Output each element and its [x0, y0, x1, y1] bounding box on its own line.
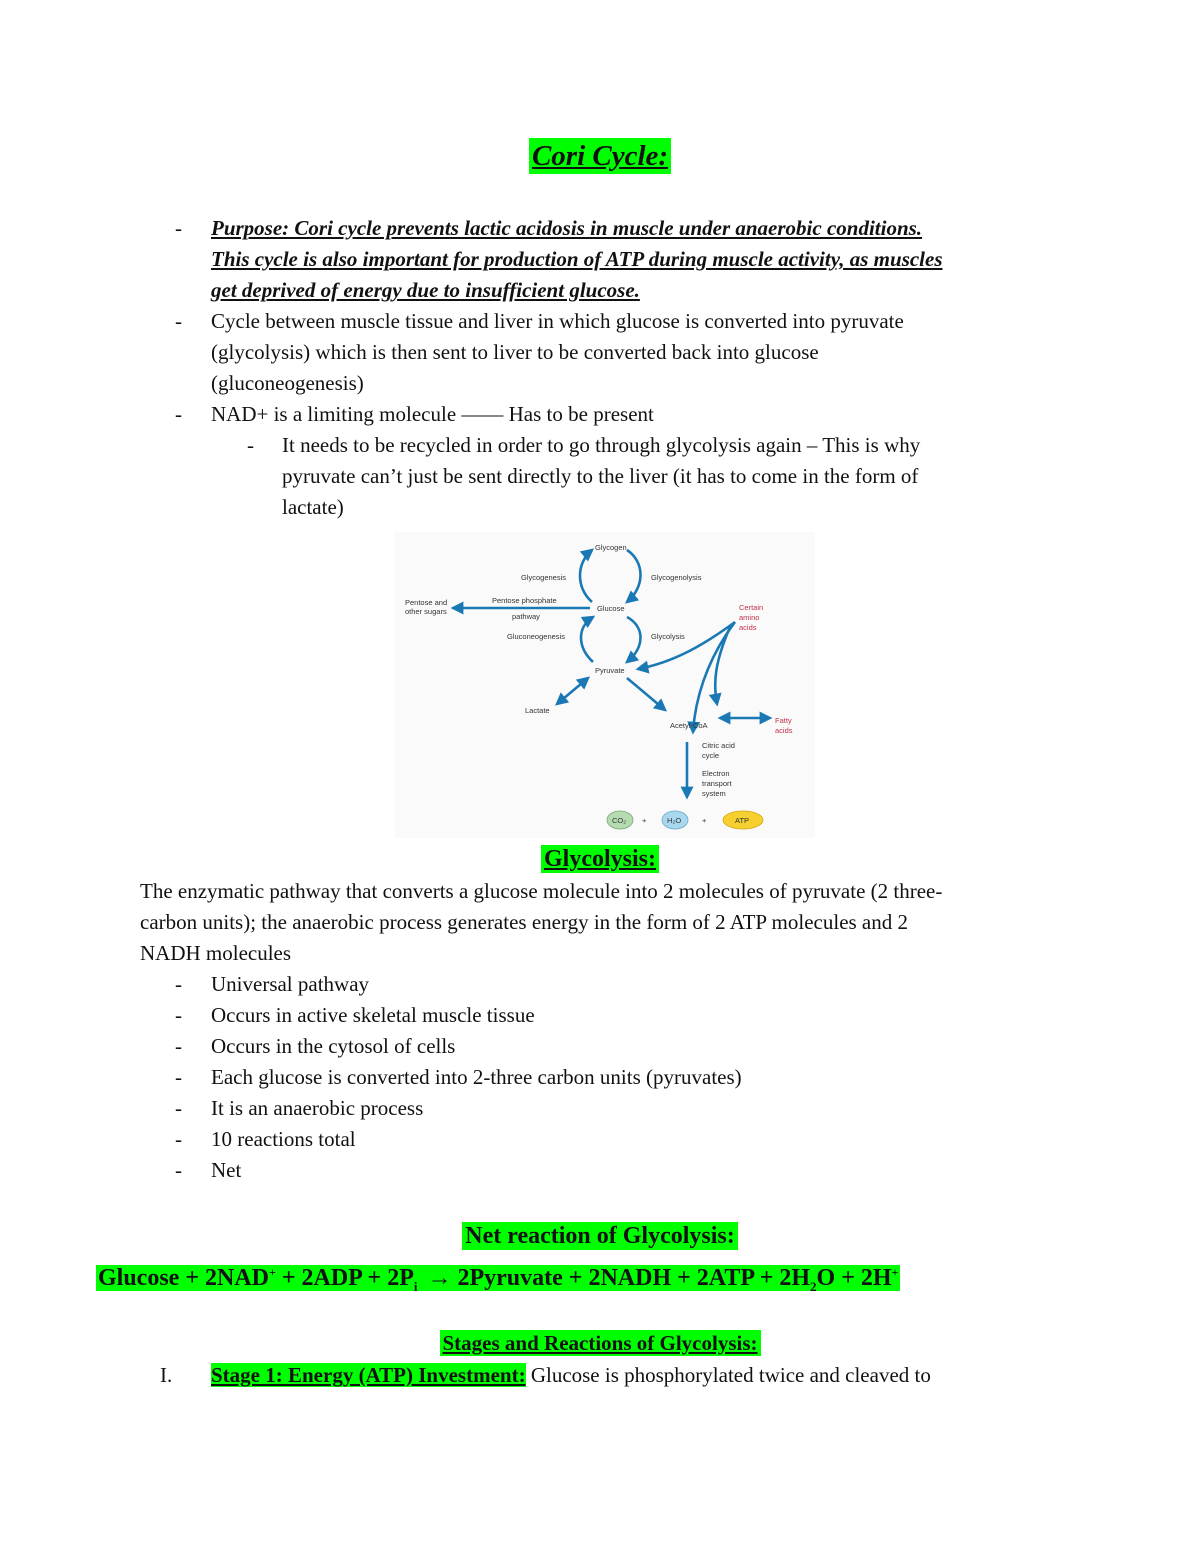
- bullet-dash: -: [175, 402, 182, 426]
- gluconeogenesis-arrow: [581, 617, 593, 662]
- glycolysis-bullet: Universal pathway: [211, 972, 370, 996]
- equation-left-side: [96, 1265, 419, 1294]
- glycolysis-heading-text: Glycolysis:: [541, 845, 659, 873]
- label-amino-1: Certain: [739, 603, 764, 612]
- label-pyruvate: Pyruvate: [595, 666, 625, 675]
- eq-sub-i: i: [413, 1278, 418, 1294]
- bullet-dash: -: [175, 1003, 182, 1027]
- label-h2o: H₂O: [667, 816, 682, 825]
- stage-1-line: [211, 1360, 931, 1391]
- bullet-dash: -: [175, 972, 182, 996]
- stage-numeral: I.: [160, 1363, 173, 1387]
- label-citric-1: Citric acid: [702, 741, 735, 750]
- bullet-dash: -: [175, 1034, 182, 1058]
- amino-to-citric-arrow: [693, 622, 735, 732]
- label-gluconeogenesis: Gluconeogenesis: [507, 632, 565, 641]
- label-citric-2: cycle: [702, 751, 720, 760]
- eq-part-a: Glucose + 2NAD: [98, 1265, 269, 1291]
- label-etc-2: transport: [702, 779, 732, 788]
- eq-part-c: → 2Pyruvate + 2NADH + 2ATP + 2H: [421, 1265, 811, 1291]
- cori-cycle-title: Cori Cycle:: [529, 138, 671, 174]
- glycolysis-bullet: Occurs in the cytosol of cells: [211, 1034, 456, 1058]
- label-glycogen: Glycogen: [595, 543, 627, 552]
- bullet-dash: -: [175, 1127, 182, 1151]
- label-glucose: Glucose: [597, 604, 625, 613]
- label-amino-3: acids: [739, 623, 757, 632]
- bullet-dash: -: [175, 1158, 182, 1182]
- glycogenesis-arrow: [580, 550, 592, 602]
- page-title: [0, 140, 1200, 173]
- nad-line: NAD+ is a limiting molecule —— Has to be present: [211, 402, 654, 426]
- label-co2: CO₂: [612, 816, 627, 825]
- purpose-line-2: This cycle is also important for production of ATP during muscle activity, as muscles: [211, 247, 943, 271]
- definition-line-3: NADH molecules: [140, 941, 292, 965]
- bullet-dash: -: [175, 216, 182, 240]
- definition-line-2: carbon units); the anaerobic process generates energy in the form of 2 ATP molecules and 2: [140, 910, 909, 934]
- glycolysis-heading: [0, 842, 1200, 876]
- eq-sup-plus-2: +: [891, 1265, 899, 1279]
- glycogenolysis-arrow: [627, 550, 641, 602]
- glycolysis-bullet: 10 reactions total: [211, 1127, 356, 1151]
- metabolic-pathway-diagram: [395, 532, 815, 838]
- purpose-line-3: get deprived of energy due to insufficient glucose.: [211, 278, 640, 302]
- cycle-line-2: (glycolysis) which is then sent to liver to be converted back into glucose: [211, 340, 819, 364]
- net-reaction-heading: [0, 1219, 1200, 1253]
- label-atp: ATP: [735, 816, 750, 825]
- bullet-dash: -: [175, 1065, 182, 1089]
- eq-sub-2: 2: [810, 1278, 817, 1294]
- glycolysis-bullet: It is an anaerobic process: [211, 1096, 424, 1120]
- cycle-line-1: Cycle between muscle tissue and liver in which glucose is converted into pyruvate: [211, 309, 904, 333]
- label-acetyl-coa: Acetyl-CoA: [670, 721, 708, 730]
- glycolysis-bullet: Occurs in active skeletal muscle tissue: [211, 1003, 535, 1027]
- label-etc-1: Electron: [702, 769, 730, 778]
- stages-heading: [0, 1328, 1200, 1359]
- stages-heading-text: Stages and Reactions of Glycolysis:: [440, 1330, 761, 1356]
- label-plus-2: +: [702, 816, 707, 825]
- glycolysis-arrow: [627, 617, 641, 662]
- recycle-line-3: lactate): [282, 495, 344, 519]
- label-fatty-1: Fatty: [775, 716, 792, 725]
- label-pentose-sugars-1: Pentose and: [405, 598, 448, 607]
- bullet-dash: -: [175, 1096, 182, 1120]
- stage-1-label: Stage 1: Energy (ATP) Investment:: [211, 1363, 526, 1387]
- eq-part-d: O + 2H: [816, 1265, 892, 1291]
- label-amino-2: amino: [739, 613, 760, 622]
- label-plus-1: +: [642, 816, 647, 825]
- glycolysis-bullet: Each glucose is converted into 2-three carbon units (pyruvates): [211, 1065, 742, 1089]
- cycle-line-3: (gluconeogenesis): [211, 371, 364, 395]
- purpose-line-1: Purpose: Cori cycle prevents lactic acidosis in muscle under anaerobic conditions.: [211, 216, 923, 240]
- bullet-dash: -: [175, 309, 182, 333]
- recycle-line-1: It needs to be recycled in order to go through glycolysis again – This is why: [282, 433, 921, 457]
- eq-sup-plus: +: [269, 1265, 276, 1279]
- net-reaction-equation: [96, 1253, 900, 1294]
- bullet-dash: -: [247, 433, 254, 457]
- eq-part-b: + 2ADP + 2P: [275, 1265, 414, 1291]
- net-reaction-heading-text: Net reaction of Glycolysis:: [462, 1222, 738, 1250]
- definition-line-1: The enzymatic pathway that converts a glucose molecule into 2 molecules of pyruvate (2 three-: [140, 879, 943, 903]
- label-etc-3: system: [702, 789, 726, 798]
- pyruvate-acetyl-arrow: [627, 678, 665, 710]
- label-glycogenolysis: Glycogenolysis: [651, 573, 702, 582]
- label-pentose-pathway-1: Pentose phosphate: [492, 596, 557, 605]
- label-lactate: Lactate: [525, 706, 550, 715]
- label-pentose-sugars-2: other sugars: [405, 607, 447, 616]
- label-fatty-2: acids: [775, 726, 793, 735]
- equation-right-side: [419, 1265, 900, 1294]
- label-pentose-pathway-2: pathway: [512, 612, 540, 621]
- glycolysis-bullet: Net: [211, 1158, 242, 1182]
- recycle-line-2: pyruvate can’t just be sent directly to the liver (it has to come in the form of: [282, 464, 919, 488]
- label-glycogenesis: Glycogenesis: [521, 573, 567, 582]
- stage-1-text: Glucose is phosphorylated twice and cleaved to: [525, 1363, 931, 1387]
- label-glycolysis: Glycolysis: [651, 632, 685, 641]
- pyruvate-lactate-arrow: [557, 678, 588, 704]
